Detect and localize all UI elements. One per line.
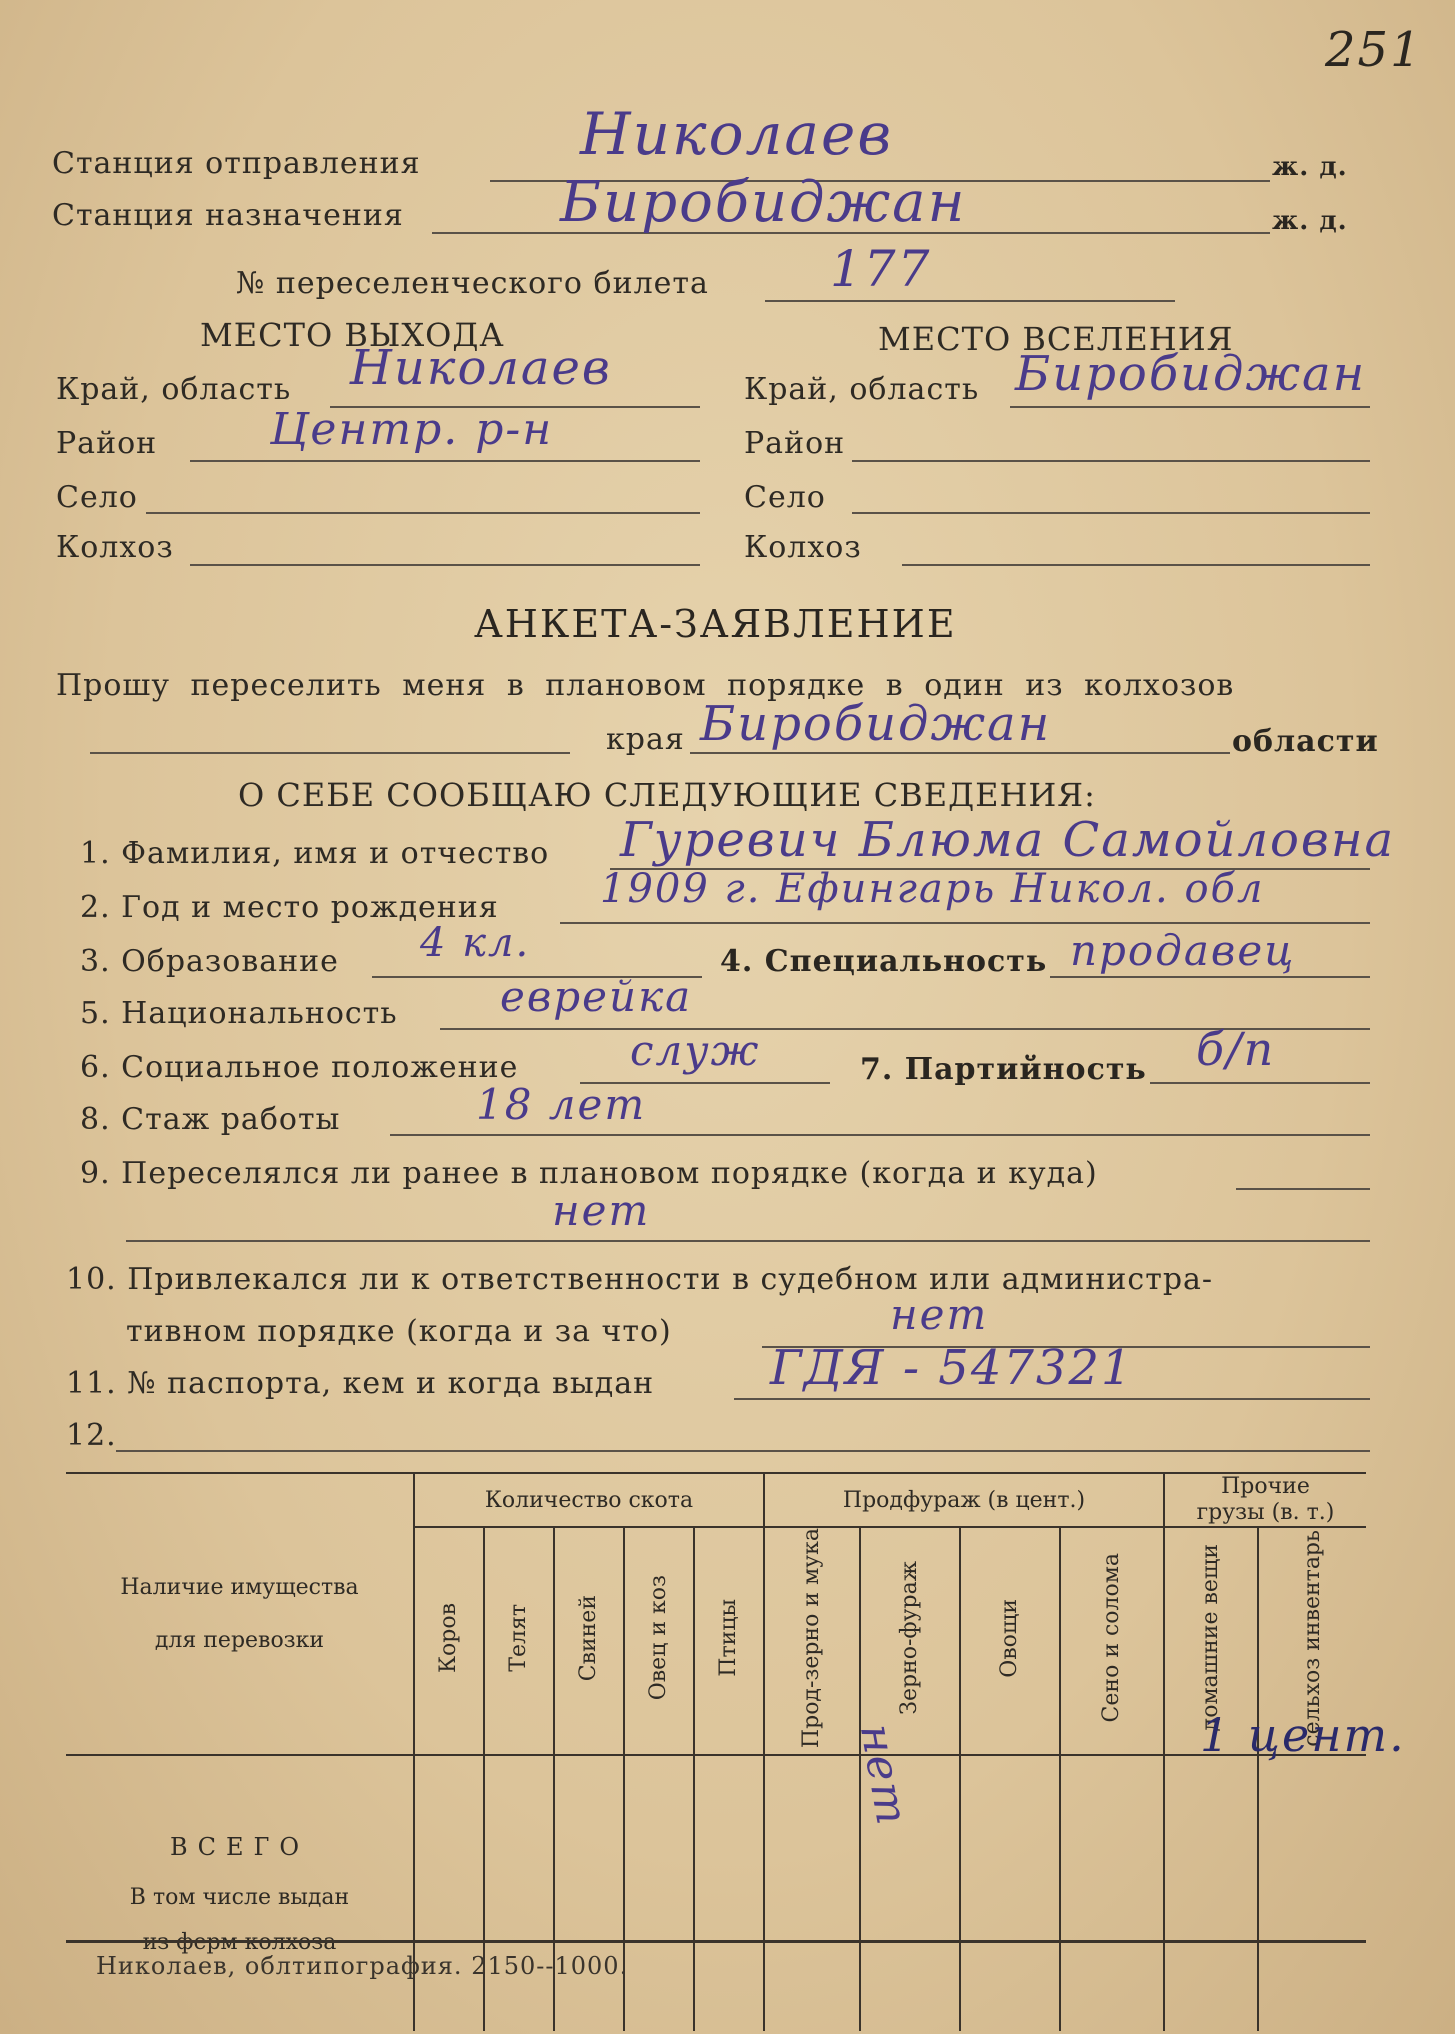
settle-district-label: Район (744, 426, 846, 461)
exit-kolkhoz-line (190, 564, 700, 566)
settle-kolkhoz-line (902, 564, 1370, 566)
total-row-header (66, 1755, 414, 2031)
item-7-value: б/п (1196, 1022, 1276, 1076)
about-heading: О СЕБЕ СООБЩАЮ СЛЕДУЮЩИЕ СВЕДЕНИЯ: (238, 776, 1096, 814)
col-farm-tools: сельхоз инвентарь (1258, 1527, 1366, 1755)
destination-value: Биробиджан (560, 170, 967, 235)
item-9-line-b (126, 1240, 1370, 1242)
item-8-label: 8. Стаж работы (80, 1102, 341, 1137)
cell-household (1164, 1755, 1258, 2031)
settle-region-line (1010, 406, 1370, 408)
col-pigs: Свиней (554, 1527, 624, 1755)
group-other-line1: Прочие (1221, 1474, 1310, 1499)
cell-food-grain (764, 1755, 860, 2031)
exit-region-value: Николаев (350, 340, 612, 396)
cell-cows (414, 1755, 484, 2031)
cell-farm-tools (1258, 1755, 1366, 2031)
total-sub-line1: В том числе выдан (129, 1884, 350, 1910)
settle-village-label: Село (744, 480, 826, 515)
col-sheep-goats: Овец и коз (624, 1527, 694, 1755)
item-10-label-line2: тивном порядке (когда и за что) (126, 1314, 672, 1349)
request-line: Прошу переселить меня в плановом порядке в один из колхозов (56, 668, 1235, 703)
item-8-line (390, 1134, 1370, 1136)
form-title: АНКЕТА-ЗАЯВЛЕНИЕ (474, 602, 957, 646)
kraya-value: Биробиджан (700, 696, 1052, 752)
ticket-line (765, 300, 1175, 302)
exit-place-heading: МЕСТО ВЫХОДА (200, 316, 505, 354)
item-11-line (734, 1398, 1370, 1400)
page-number: 251 (1325, 22, 1423, 78)
row-header-line2: для перевозки (154, 1628, 325, 1654)
kraya-label: края (606, 722, 685, 757)
col-calves: Телят (484, 1527, 554, 1755)
col-vegetables: Овощи (960, 1527, 1060, 1755)
item-9-line-a (1236, 1188, 1370, 1190)
item-6-value: служ (630, 1026, 761, 1075)
item-7-line (1150, 1082, 1370, 1084)
item-2-value: 1909 г. Ефингарь Никол. обл (600, 866, 1265, 912)
col-poultry: Птицы (694, 1527, 764, 1755)
settle-district-line (852, 460, 1370, 462)
settle-place-heading: МЕСТО ВСЕЛЕНИЯ (878, 320, 1234, 358)
item-3-label: 3. Образование (80, 944, 339, 979)
destination-label: Станция назначения (52, 198, 404, 233)
item-7-label: 7. Партийность (860, 1052, 1147, 1087)
group-other-line2: грузы (в. т.) (1196, 1500, 1335, 1525)
item-10-value: нет (890, 1290, 989, 1339)
cell-vegetables (960, 1755, 1060, 2031)
exit-kolkhoz-label: Колхоз (56, 530, 174, 565)
settle-village-line (852, 512, 1370, 514)
item-6-label: 6. Социальное положение (80, 1050, 519, 1085)
destination-rail-suffix: ж. д. (1272, 206, 1348, 236)
group-other (1164, 1473, 1366, 1527)
departure-label: Станция отправления (52, 146, 421, 181)
kraya-line (690, 752, 1230, 754)
item-11-label: 11. № паспорта, кем и когда выдан (66, 1366, 655, 1401)
request-blank-line (90, 752, 570, 754)
settle-kolkhoz-label: Колхоз (744, 530, 862, 565)
group-livestock: Количество скота (414, 1473, 764, 1527)
exit-district-label: Район (56, 426, 158, 461)
total-sub-line2: из ферм колхоза (142, 1929, 337, 1955)
exit-district-line (190, 460, 700, 462)
settle-region-value: Биробиджан (1015, 346, 1367, 402)
item-12-line (116, 1450, 1370, 1452)
item-5-value: еврейка (500, 972, 693, 1021)
exit-village-label: Село (56, 480, 138, 515)
exit-village-line (146, 512, 700, 514)
ticket-label: № переселенческого билета (236, 266, 709, 301)
table-bottom-border (66, 1940, 1366, 1943)
col-cows: Коров (414, 1527, 484, 1755)
col-hay-straw: Сено и солома (1060, 1527, 1164, 1755)
settle-region-label: Край, область (744, 372, 980, 407)
cross-mark: нет (849, 1720, 918, 1831)
printer-footer: Николаев, облтипография. 2150--1000. (96, 1952, 629, 1980)
exit-district-value: Центр. р-н (270, 404, 554, 455)
col-household: домашние вещи (1164, 1527, 1258, 1755)
departure-rail-suffix: ж. д. (1272, 152, 1348, 182)
col-feed-grain: Зерно-фураж (860, 1527, 960, 1755)
other-value: 1 цент. (1200, 1708, 1406, 1762)
item-4-value: продавец (1070, 926, 1296, 975)
total-label: ВСЕГО (169, 1832, 310, 1861)
property-table (66, 1472, 1366, 2031)
group-fodder: Продфураж (в цент.) (764, 1473, 1164, 1527)
cell-calves (484, 1755, 554, 2031)
row-header-cell (66, 1473, 414, 1755)
item-9-value: нет (552, 1186, 651, 1235)
item-2-line (560, 922, 1370, 924)
item-3-value: 4 кл. (420, 920, 531, 966)
cell-pigs (554, 1755, 624, 2031)
cell-sheep-goats (624, 1755, 694, 2031)
item-10-label-line1: 10. Привлекался ли к ответственности в судебном или администра- (66, 1262, 1214, 1297)
cell-poultry (694, 1755, 764, 2031)
item-8-value: 18 лет (476, 1080, 647, 1129)
exit-region-label: Край, область (56, 372, 292, 407)
item-9-label: 9. Переселялся ли ранее в плановом порядке (когда и куда) (80, 1156, 1098, 1191)
item-12-label: 12. (66, 1418, 117, 1453)
departure-value: Николаев (580, 100, 894, 168)
item-4-line (1050, 976, 1370, 978)
item-1-label: 1. Фамилия, имя и отчество (80, 836, 550, 871)
row-header-line1: Наличие имущества (120, 1575, 359, 1601)
item-1-value: Гуревич Блюма Самойловна (620, 812, 1396, 868)
item-2-label: 2. Год и место рождения (80, 890, 499, 925)
item-4-label: 4. Специальность (720, 944, 1048, 979)
item-5-label: 5. Национальность (80, 996, 398, 1031)
oblasti-label: области (1232, 724, 1379, 759)
col-food-grain: Прод-зерно и мука (764, 1527, 860, 1755)
item-11-value: ГДЯ - 547321 (770, 1340, 1134, 1396)
ticket-value: 177 (830, 240, 932, 298)
cell-hay-straw (1060, 1755, 1164, 2031)
